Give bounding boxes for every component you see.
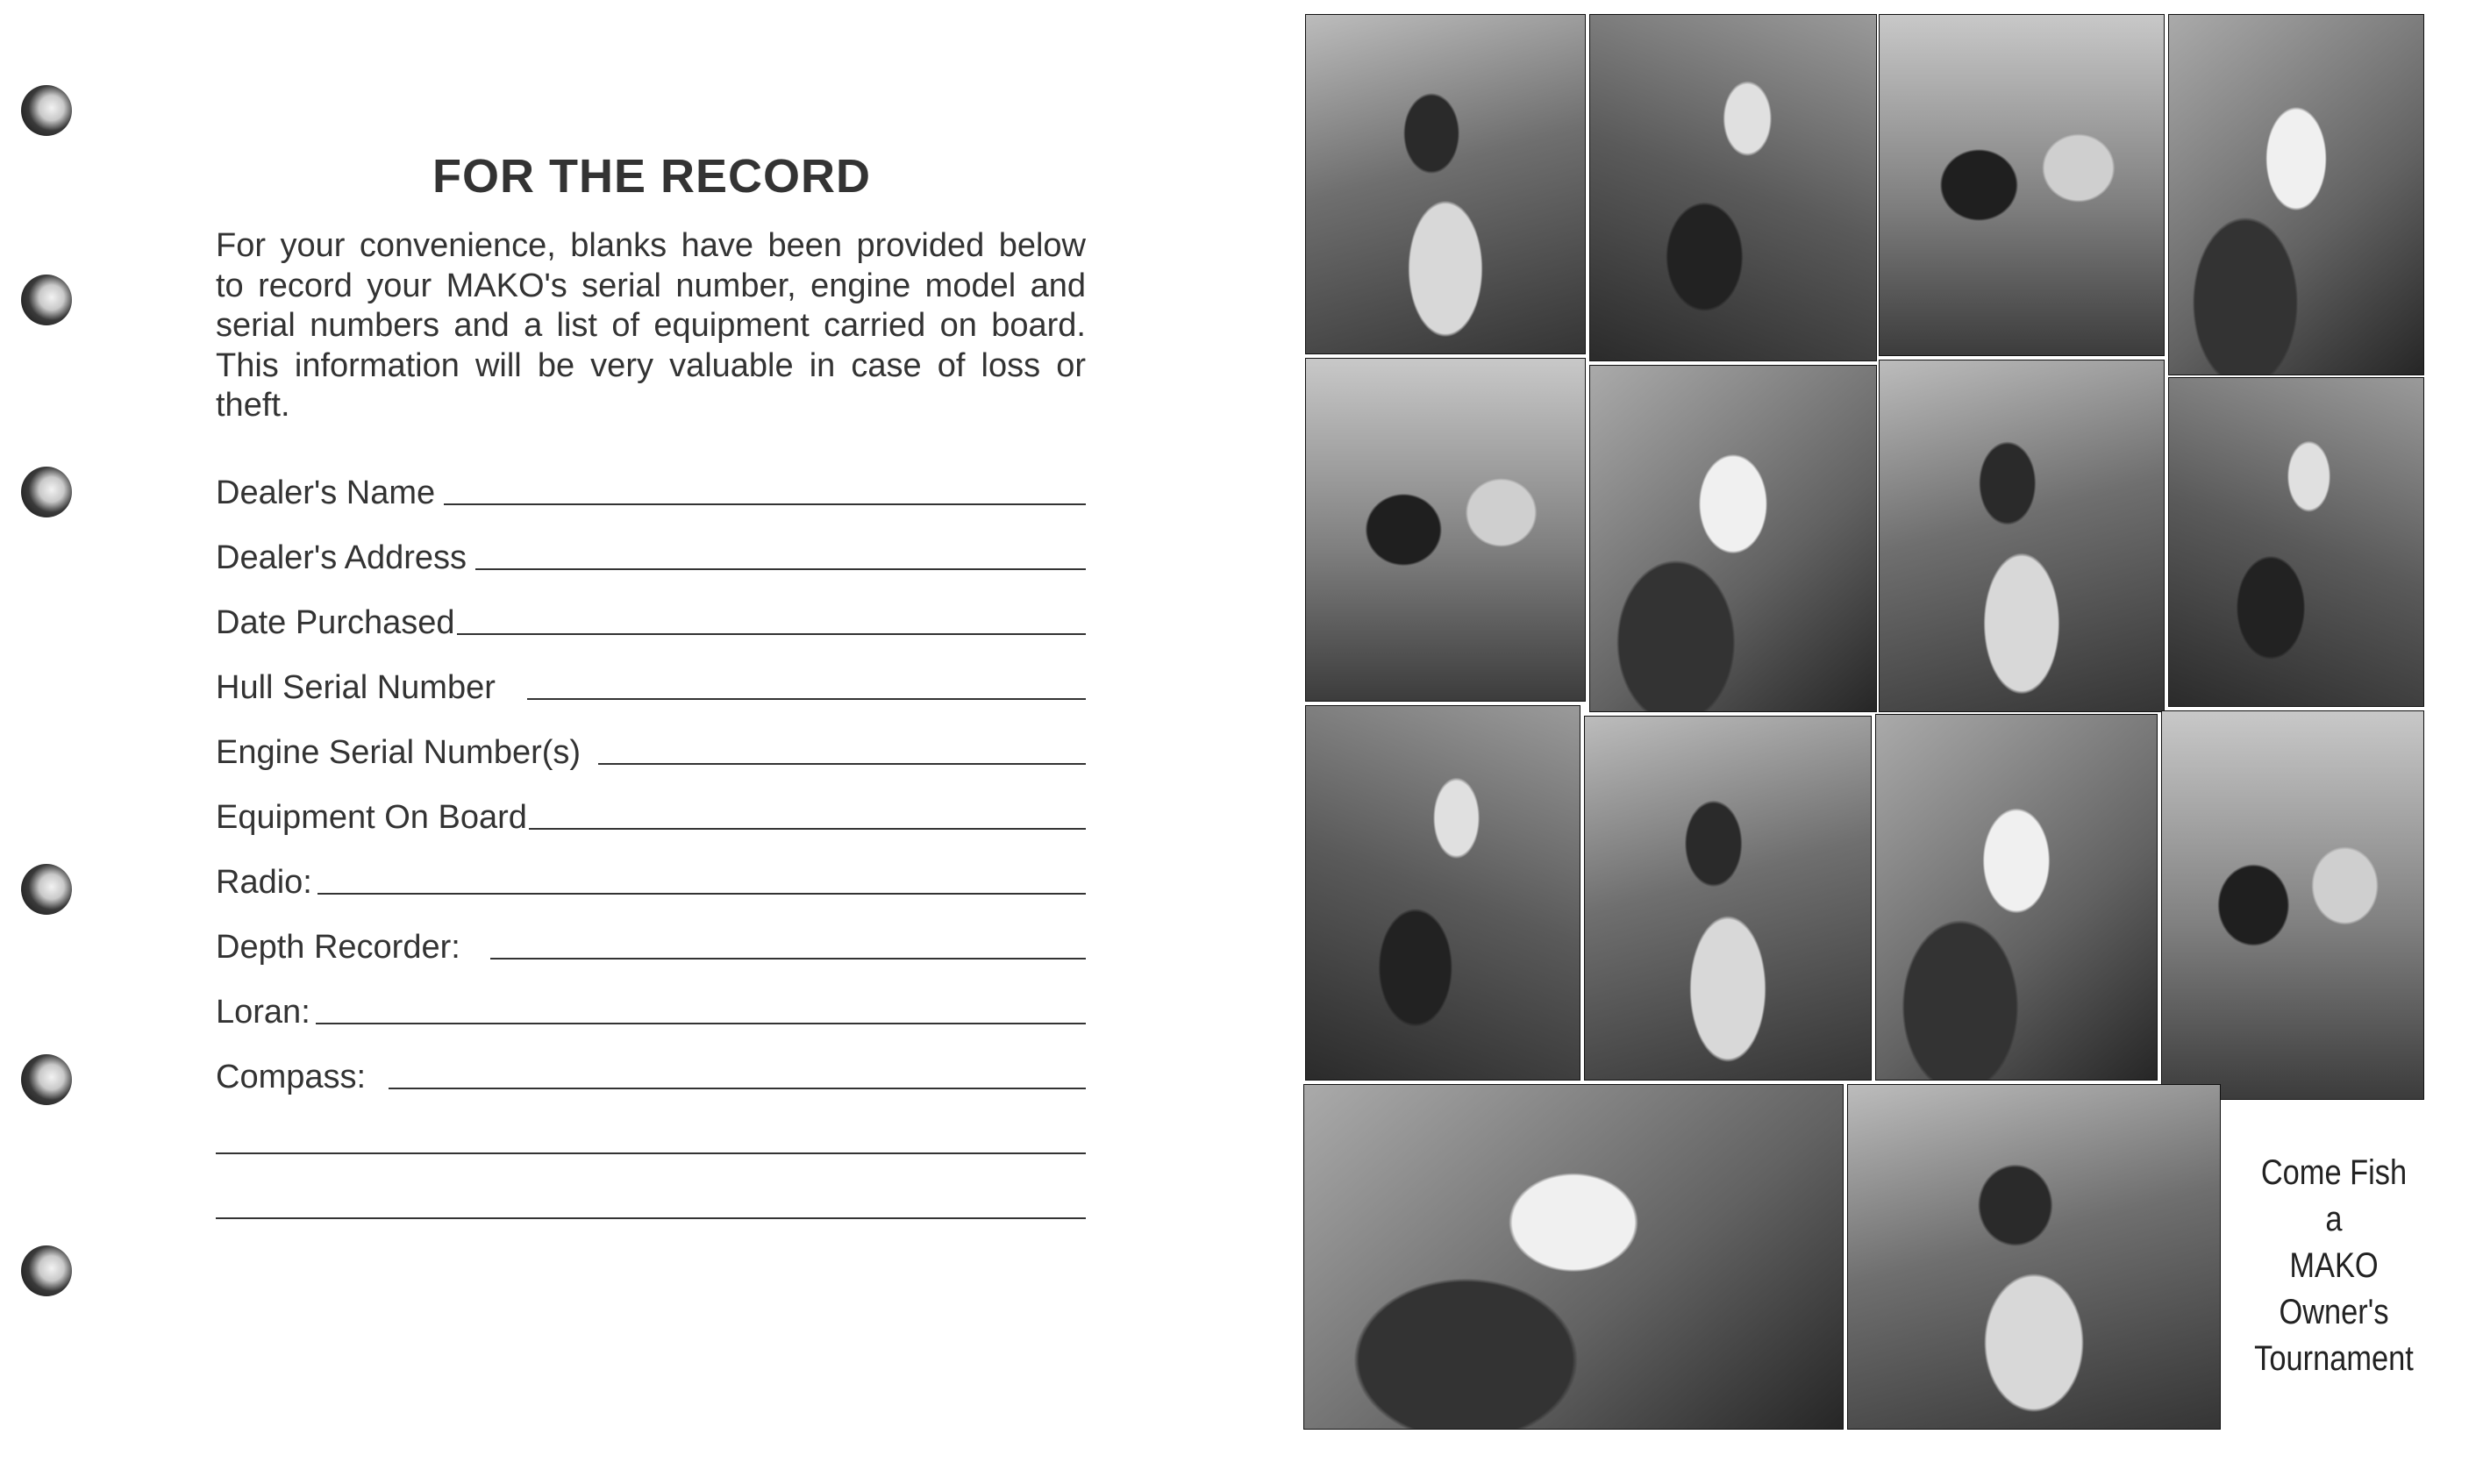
binder-hole-2 [21,275,72,325]
blank-line[interactable] [475,568,1086,570]
engine-serial-number-field[interactable] [216,726,1086,770]
blank-line[interactable] [598,763,1086,765]
dealers-name-field[interactable] [216,467,1086,510]
field-label: Hull Serial Number [216,669,496,706]
blank-line[interactable] [490,958,1086,960]
field-label: Depth Recorder: [216,929,460,966]
tournament-photo-10 [1584,716,1872,1081]
tournament-photo-13 [1303,1084,1844,1430]
binder-hole-6 [21,1245,72,1296]
intro-paragraph: For your convenience, blanks have been provided below to record your MAKO's serial number, engine model and serial numbers and a list of equipment carried on board. This information will be very valuable in case of loss or theft. [216,227,1086,424]
loran-field[interactable] [216,986,1086,1030]
binder-hole-5 [21,1054,72,1105]
caption-line: MAKO [2289,1245,2379,1285]
tournament-photo-5 [1305,358,1586,702]
field-label: Date Purchased [216,604,455,641]
field-label: Loran: [216,994,310,1031]
tournament-photo-8 [2168,377,2424,707]
blank-line[interactable] [527,698,1086,700]
blank-line[interactable] [529,828,1086,830]
dealers-address-field[interactable] [216,532,1086,575]
depth-recorder-field[interactable] [216,921,1086,965]
field-label: Engine Serial Number(s) [216,734,582,771]
binder-hole-1 [21,85,72,136]
extra-blank-line-1[interactable] [216,1116,1086,1159]
blank-line[interactable] [457,633,1087,635]
radio-field[interactable] [216,856,1086,900]
binder-hole-3 [21,467,72,517]
tournament-photo-12 [2161,710,2424,1100]
tournament-photo-9 [1305,705,1580,1081]
hull-serial-number-field[interactable] [216,661,1086,705]
equipment-on-board-field[interactable] [216,791,1086,835]
page-title: FOR THE RECORD [432,150,871,203]
caption-line: a [2325,1199,2343,1238]
compass-field[interactable] [216,1051,1086,1095]
date-purchased-field[interactable] [216,596,1086,640]
tournament-caption [2235,1100,2432,1431]
tournament-photo-4 [2168,14,2424,375]
binder-hole-4 [21,864,72,915]
tournament-photo-3 [1879,14,2165,356]
blank-line[interactable] [389,1088,1086,1089]
tournament-photo-2 [1589,14,1877,361]
tournament-photo-7 [1879,360,2165,712]
field-label: Compass: [216,1059,367,1095]
tournament-photo-14 [1847,1084,2221,1430]
field-label: Equipment On Board [216,799,527,836]
blank-line[interactable] [444,503,1086,505]
caption-line: Tournament [2254,1338,2414,1378]
extra-blank-line-2[interactable] [216,1181,1086,1224]
tournament-photo-11 [1875,714,2158,1081]
blank-line[interactable] [216,1152,1086,1154]
tournament-photo-6 [1589,365,1877,712]
field-label: Dealer's Address [216,539,467,576]
field-label: Dealer's Name [216,474,436,511]
caption-line: Owner's [2279,1292,2389,1331]
blank-line[interactable] [318,893,1086,895]
tournament-photo-1 [1305,14,1586,354]
blank-line[interactable] [316,1023,1086,1024]
blank-line[interactable] [216,1217,1086,1219]
caption-line: Come Fish [2260,1152,2408,1192]
field-label: Radio: [216,864,312,901]
